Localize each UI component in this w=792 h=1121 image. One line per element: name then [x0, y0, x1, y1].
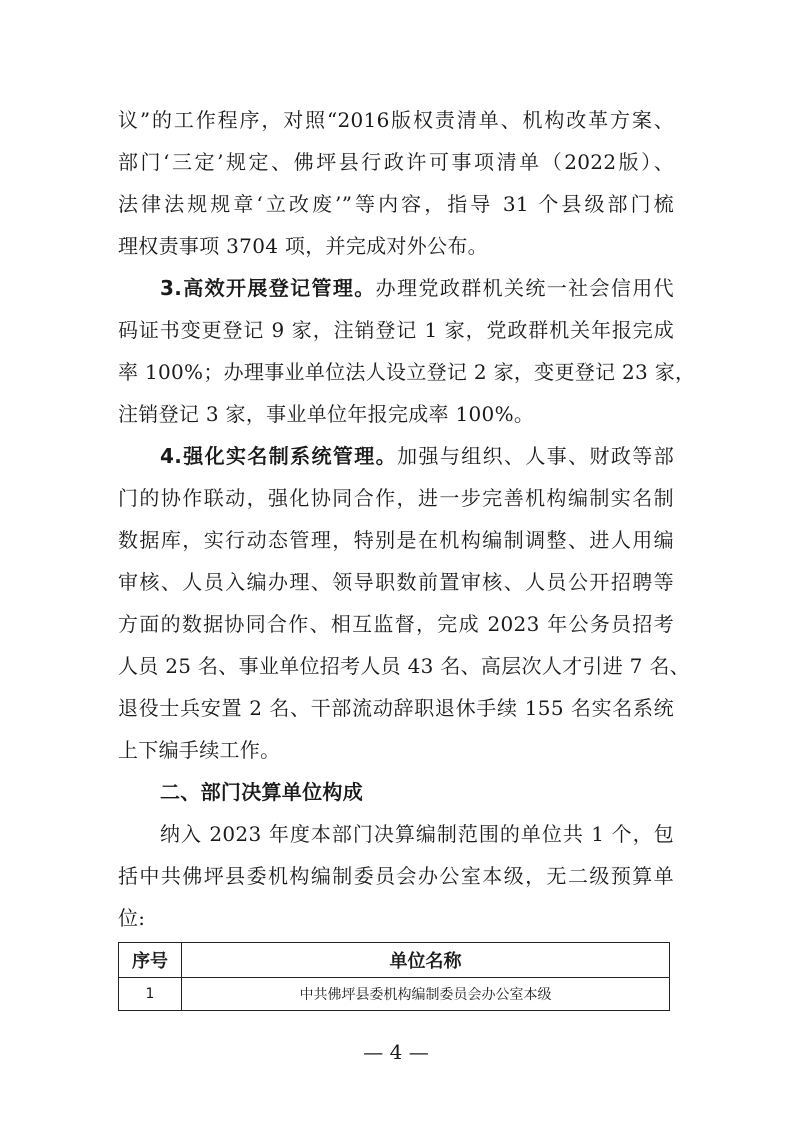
table-header-row — [119, 943, 670, 978]
paragraph-line: 码证书变更登记 9 家，注销登记 1 家，党政群机关年报完成 — [118, 318, 674, 342]
table-row — [119, 978, 670, 1011]
paragraph-line: 纳入 2023 年度本部门决算编制范围的单位共 1 个，包 — [160, 822, 674, 846]
table-header-cell: 单位名称 — [182, 943, 670, 978]
paragraph-line: 数据库，实行动态管理，特别是在机构编制调整、进人用编 — [118, 528, 674, 552]
page-number: — 4 — — [363, 1040, 429, 1064]
paragraph-line — [160, 274, 674, 302]
paragraph-line — [160, 442, 674, 470]
paragraph-line: 方面的数据协同合作、相互监督，完成 2023 年公务员招考 — [118, 612, 674, 636]
paragraph-line: 理权责事项 3704 项，并完成对外公布。 — [118, 234, 488, 258]
paragraph-heading: 3.高效开展登记管理。 — [160, 276, 376, 300]
paragraph-line: 门的协作联动，强化协同合作，进一步完善机构编制实名制 — [118, 486, 674, 510]
paragraph-text: 加强与组织、人事、财政等部 — [397, 444, 674, 468]
paragraph-line: 人员 25 名、事业单位招考人员 43 名、高层次人才引进 7 名、 — [118, 654, 690, 678]
paragraph-line: 法律法规规章‘立改废’”等内容，指导 31 个县级部门梳 — [118, 192, 674, 216]
paragraph-line: 退役士兵安置 2 名、干部流动辞职退休手续 155 名实名系统 — [118, 696, 674, 720]
paragraph-line: 注销登记 3 家，事业单位年报完成率 100%。 — [118, 402, 535, 426]
paragraph-line: 率 100%；办理事业单位法人设立登记 2 家，变更登记 23 家， — [118, 360, 696, 384]
paragraph-line: 上下编手续工作。 — [118, 738, 281, 762]
section-heading: 二、部门决算单位构成 — [160, 780, 363, 804]
paragraph-line: 位: — [118, 906, 146, 930]
table-header-cell: 序号 — [119, 943, 182, 978]
paragraph-text: 办理党政群机关统一社会信用代 — [375, 276, 674, 300]
table-cell: 1 — [119, 978, 182, 1011]
table-cell: 中共佛坪县委机构编制委员会办公室本级 — [182, 978, 670, 1011]
paragraph-line: 议”的工作程序，对照“2016版权责清单、机构改革方案、 — [118, 108, 674, 132]
paragraph-line: 括中共佛坪县委机构编制委员会办公室本级，无二级预算单 — [118, 864, 674, 888]
paragraph-heading: 4.强化实名制系统管理。 — [160, 444, 398, 468]
paragraph-line: 部门‘三定’规定、佛坪县行政许可事项清单（2022版）、 — [118, 150, 674, 174]
unit-table — [118, 942, 670, 1011]
paragraph-line: 审核、人员入编办理、领导职数前置审核、人员公开招聘等 — [118, 570, 674, 594]
